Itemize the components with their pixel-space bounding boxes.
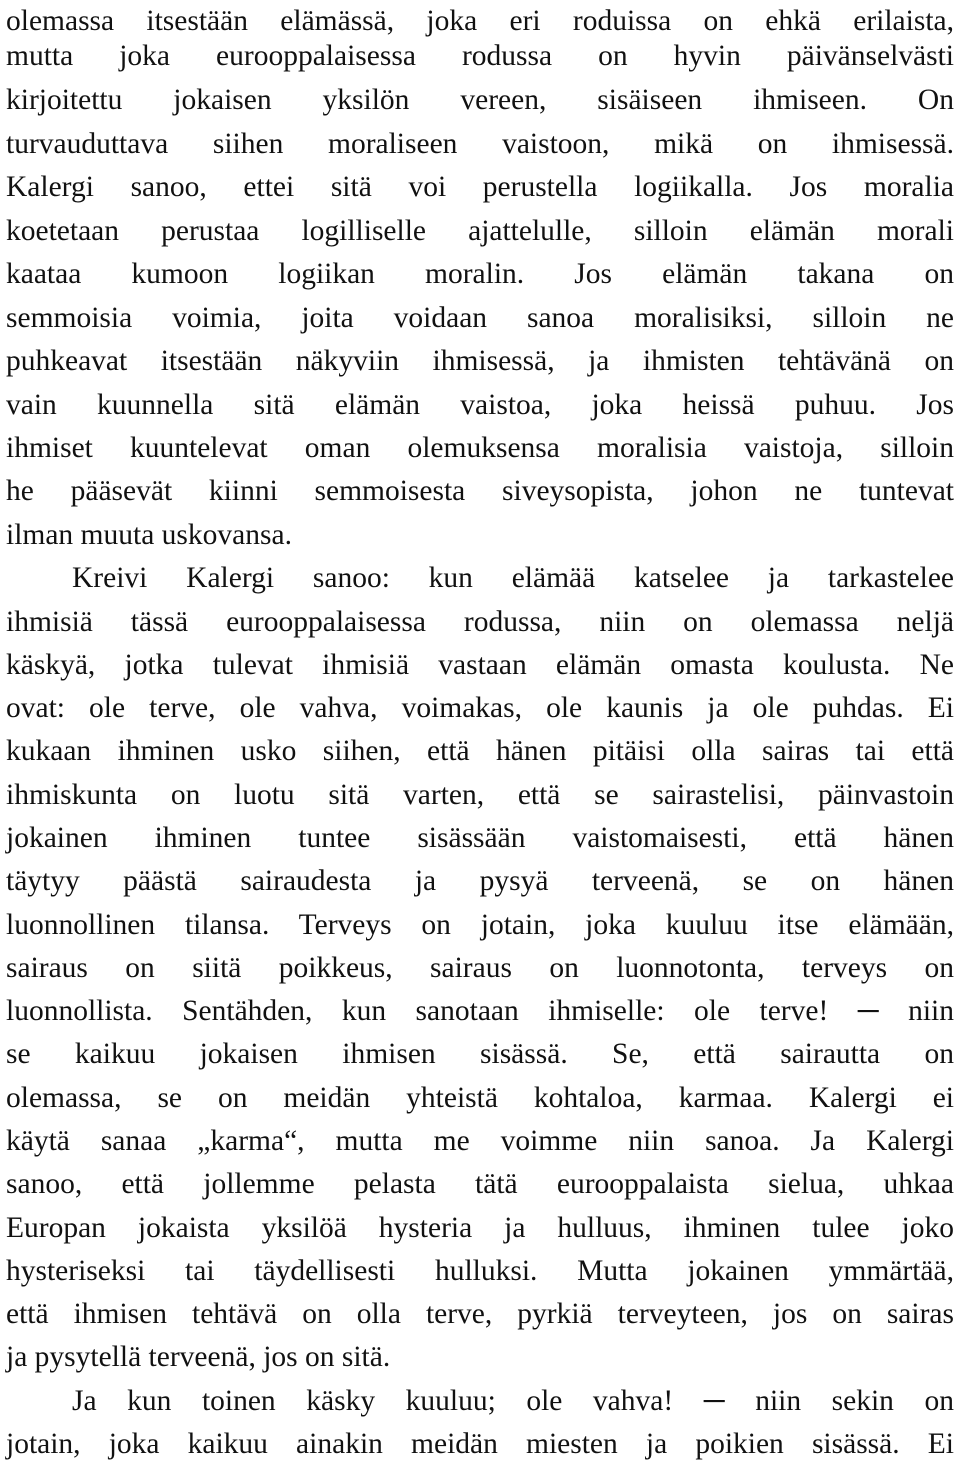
text-line: hysteriseksi tai täydellisesti hulluksi. Mutta jokainen ymmärtää, [6,1255,954,1287]
text-line: ovat: ole terve, ole vahva, voimakas, ole kaunis ja ole puhdas. Ei [6,692,954,724]
text-line: Ja kun toinen käsky kuuluu; ole vahva! ─ niin sekin on [72,1385,954,1417]
text-line: semmoisia voimia, joita voidaan sanoa moralisiksi, silloin ne [6,302,954,334]
text-line: ihmisiä tässä eurooppalaisessa rodussa, niin on olemassa neljä [6,606,954,638]
text-line: jokainen ihminen tuntee sisässään vaistomaisesti, että hänen [6,822,954,854]
text-line: puhkeavat itsestään näkyviin ihmisessä, ja ihmisten tehtävänä on [6,345,954,377]
text-line: luonnollista. Sentähden, kun sanotaan ihmiselle: ole terve! ─ niin [6,995,954,1027]
text-line: sanoo, että jollemme pelasta tätä eurooppalaista sielua, uhkaa [6,1168,954,1200]
text-line: kaataa kumoon logiikan moralin. Jos elämän takana on [6,258,954,290]
text-line: Kalergi sanoo, ettei sitä voi perustella logiikalla. Jos moralia [6,171,954,203]
text-line: koetetaan perustaa logilliselle ajattelulle, silloin elämän morali [6,215,954,247]
text-line: täytyy päästä sairaudesta ja pysyä terveenä, se on hänen [6,865,954,897]
text-line: sairaus on siitä poikkeus, sairaus on luonnotonta, terveys on [6,952,954,984]
text-line: he pääsevät kiinni semmoisesta siveysopista, johon ne tuntevat [6,475,954,507]
text-line: mutta joka eurooppalaisessa rodussa on hyvin päivänselvästi [6,40,954,72]
text-line: Europan jokaista yksilöä hysteria ja hulluus, ihminen tulee joko [6,1212,954,1244]
text-line: ihmiskunta on luotu sitä varten, että se sairastelisi, päinvastoin [6,779,954,811]
text-line: olemassa, se on meidän yhteistä kohtaloa, karmaa. Kalergi ei [6,1082,954,1114]
text-line: turvauduttava siihen moraliseen vaistoon, mikä on ihmisessä. [6,128,954,160]
text-line: että ihmisen tehtävä on olla terve, pyrkiä terveyteen, jos on sairas [6,1298,954,1330]
text-line: käytä sanaa „karma“, mutta me voimme niin sanoa. Ja Kalergi [6,1125,954,1157]
text-line: ihmiset kuuntelevat oman olemuksensa moralisia vaistoja, silloin [6,432,954,464]
text-line: luonnollinen tilansa. Terveys on jotain, joka kuuluu itse elämään, [6,909,954,941]
text-line: vain kuunnella sitä elämän vaistoa, joka heissä puhuu. Jos [6,389,954,421]
text-line: jotain, joka kaikuu ainakin meidän miesten ja poikien sisässä. Ei [6,1428,954,1460]
text-line: Kreivi Kalergi sanoo: kun elämää katselee ja tarkastelee [72,562,954,594]
text-line: kukaan ihminen usko siihen, että hänen pitäisi olla sairas tai että [6,735,954,767]
text-line: olemassa itsestään elämässä, joka eri roduissa on ehkä erilaista, [6,5,954,37]
text-line: se kaikuu jokaisen ihmisen sisässä. Se, että sairautta on [6,1038,954,1070]
text-line: kirjoitettu jokaisen yksilön vereen, sisäiseen ihmiseen. On [6,84,954,116]
text-line: ilman muuta uskovansa. [6,519,292,551]
text-line: ja pysytellä terveenä, jos on sitä. [6,1341,391,1373]
text-line: käskyä, jotka tulevat ihmisiä vastaan elämän omasta koulusta. Ne [6,649,954,681]
